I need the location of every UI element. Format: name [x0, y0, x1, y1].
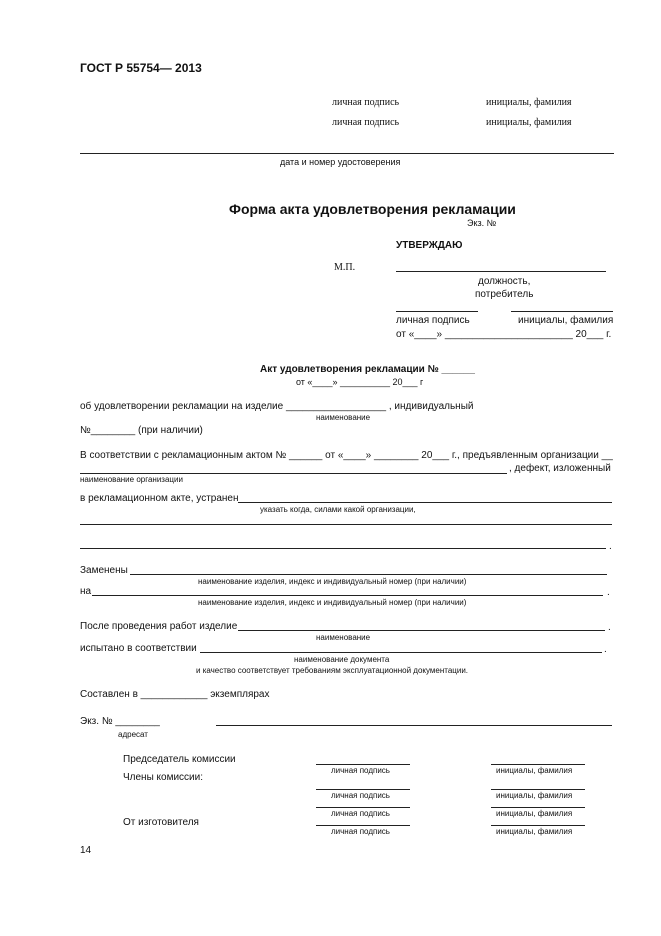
compiled-text: Составлен в ____________ экземплярах — [80, 689, 270, 700]
about-text: об удовлетворении рекламации на изделие __________________ , индивидуальный — [80, 401, 474, 412]
top-signature-caption-1: личная подпись — [332, 97, 400, 108]
chairman-signature-line — [316, 764, 410, 765]
approver-initials-caption: инициалы, фамилия — [518, 315, 614, 326]
approve-heading: УТВЕРЖДАЮ — [396, 240, 463, 251]
approver-signature-caption: личная подпись — [396, 315, 470, 326]
eliminated-text: в рекламационном акте, устранен — [80, 493, 239, 504]
approver-line — [396, 271, 606, 272]
eliminated-end-dot: . — [609, 541, 612, 552]
replaced-line — [130, 574, 607, 575]
copy-number-text: Экз. № ________ — [80, 716, 160, 727]
member-initials-line — [491, 789, 585, 790]
member-signature-caption: личная подпись — [331, 791, 390, 800]
quality-caption: и качество соответствует требованиям эксплуатационной документации. — [196, 666, 469, 675]
accordance-line — [80, 473, 507, 474]
manufacturer-initials-line — [491, 825, 585, 826]
replaced-label: Заменены — [80, 565, 128, 576]
tested-text: испытано в соответствии — [80, 643, 197, 654]
eliminated-line-2 — [80, 524, 612, 525]
approve-date-line: от «____» _______________________ 20___ г. — [396, 329, 612, 340]
chairman-initials-line — [491, 764, 585, 765]
manufacturer-initials-caption: инициалы, фамилия — [496, 827, 573, 836]
tested-end-dot: . — [604, 644, 607, 655]
manufacturer-label: От изготовителя — [123, 817, 199, 828]
top-initials-caption-2: инициалы, фамилия — [486, 117, 572, 128]
member-signature-line-2 — [316, 807, 410, 808]
org-caption: наименование организации — [80, 475, 183, 484]
members-label: Члены комиссии: — [123, 772, 204, 783]
addressee-caption: адресат — [118, 730, 148, 739]
eliminated-line-3 — [80, 548, 606, 549]
tested-caption: наименование документа — [294, 655, 390, 664]
after-caption: наименование — [316, 633, 371, 642]
on-end-dot: . — [607, 587, 610, 598]
chairman-label: Председатель комиссии — [123, 754, 236, 765]
top-signature-caption-2: личная подпись — [332, 117, 400, 128]
addressee-line — [216, 725, 612, 726]
number-text: №________ (при наличии) — [80, 425, 203, 436]
accordance-text: В соответствии с рекламационным актом № ______ от «____» ________ 20___ г., предъявленным организации __ — [80, 450, 613, 461]
approver-signature-line — [396, 311, 478, 312]
act-title: Акт удовлетворения рекламации № ______ — [260, 364, 475, 375]
on-line — [92, 595, 603, 596]
stamp-label: М.П. — [334, 262, 356, 273]
member-initials-caption-2: инициалы, фамилия — [496, 809, 573, 818]
consumer-caption: потребитель — [475, 289, 534, 300]
form-copy-number: Экз. № — [467, 218, 497, 228]
replaced-caption: наименование изделия, индекс и индивидуальный номер (при наличии) — [198, 577, 467, 586]
member-signature-line — [316, 789, 410, 790]
approver-initials-line — [511, 311, 613, 312]
act-date: от «____» __________ 20___ г — [296, 377, 424, 387]
manufacturer-signature-line — [316, 825, 410, 826]
eliminated-line — [238, 502, 612, 503]
on-caption: наименование изделия, индекс и индивидуальный номер (при наличии) — [198, 598, 467, 607]
on-label: на — [80, 586, 92, 597]
chairman-initials-caption: инициалы, фамилия — [496, 766, 573, 775]
after-end-dot: . — [608, 622, 611, 633]
position-caption: должность, — [478, 276, 531, 287]
manufacturer-signature-caption: личная подпись — [331, 827, 390, 836]
page-number: 14 — [80, 845, 92, 856]
standard-header: ГОСТ Р 55754— 2013 — [80, 61, 202, 75]
member-initials-line-2 — [491, 807, 585, 808]
form-title: Форма акта удовлетворения рекламации — [229, 201, 516, 217]
after-line — [238, 630, 605, 631]
eliminated-caption: указать когда, силами какой организации, — [260, 505, 416, 514]
certificate-caption: дата и номер удостоверения — [280, 157, 401, 167]
top-initials-caption-1: инициалы, фамилия — [486, 97, 572, 108]
about-caption: наименование — [316, 413, 371, 422]
certificate-line — [80, 153, 614, 154]
member-signature-caption-2: личная подпись — [331, 809, 390, 818]
chairman-signature-caption: личная подпись — [331, 766, 390, 775]
defect-text: , дефект, изложенный — [509, 463, 611, 474]
tested-line — [200, 652, 602, 653]
after-text: После проведения работ изделие — [80, 621, 238, 632]
member-initials-caption: инициалы, фамилия — [496, 791, 573, 800]
